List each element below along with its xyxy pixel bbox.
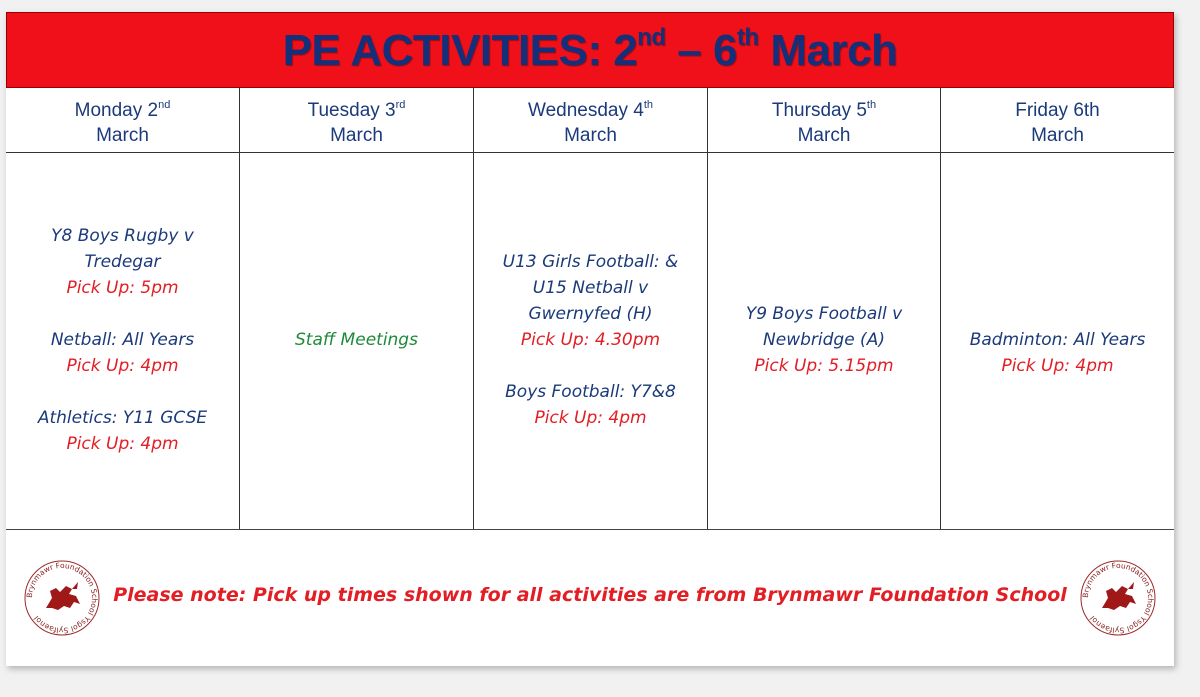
cell-monday [6, 153, 240, 529]
activity-rugby: Y8 Boys Rugby v Tredegar Pick Up: 5pm [51, 226, 194, 298]
school-badge-right [1078, 558, 1158, 638]
cell-tuesday [240, 153, 474, 529]
header-friday: Friday 6th March [1015, 99, 1100, 146]
cell-wednesday [474, 153, 708, 529]
activity-staff-meetings: Staff Meetings [295, 330, 418, 350]
cell-friday [941, 153, 1174, 529]
header-tuesday: Tuesday 3rd March [240, 88, 474, 152]
header-wednesday: Wednesday 4th March [474, 88, 708, 152]
table-header-row [6, 88, 1174, 153]
schedule-slide [6, 12, 1174, 666]
cell-thursday [708, 153, 941, 529]
activity-table [6, 88, 1174, 530]
activity-badminton: Badminton: All Years Pick Up: 4pm [969, 330, 1146, 376]
svg-text:Brynmawr Foundation School Ysg: Brynmawr Foundation School Ysgol Sylfaenol [24, 560, 100, 636]
activity-athletics: Athletics: Y11 GCSE Pick Up: 4pm [37, 408, 208, 454]
header-monday: Monday 2nd March [6, 88, 240, 152]
pickup-note: Please note: Pick up times shown for all activities are from Brynmawr Foundation School [113, 584, 1067, 606]
activity-y9-football: Y9 Boys Football v Newbridge (A) Pick Up: 5.15pm [745, 304, 903, 376]
activity-football-netball: U13 Girls Football: & U15 Netball v Gwernyfed (H) Pick Up: 4.30pm [502, 252, 679, 350]
title-bar [6, 12, 1174, 88]
svg-text:Brynmawr Foundation School Ysg: Brynmawr Foundation School Ysgol Sylfaenol [1080, 560, 1156, 636]
table-body-row [6, 153, 1174, 529]
activity-boys-football: Boys Football: Y7&8 Pick Up: 4pm [505, 382, 676, 428]
page-title: PE ACTIVITIES: 2nd – 6th March [282, 24, 898, 75]
activity-netball: Netball: All Years Pick Up: 4pm [50, 330, 195, 376]
header-thursday: Thursday 5th March [708, 88, 941, 152]
